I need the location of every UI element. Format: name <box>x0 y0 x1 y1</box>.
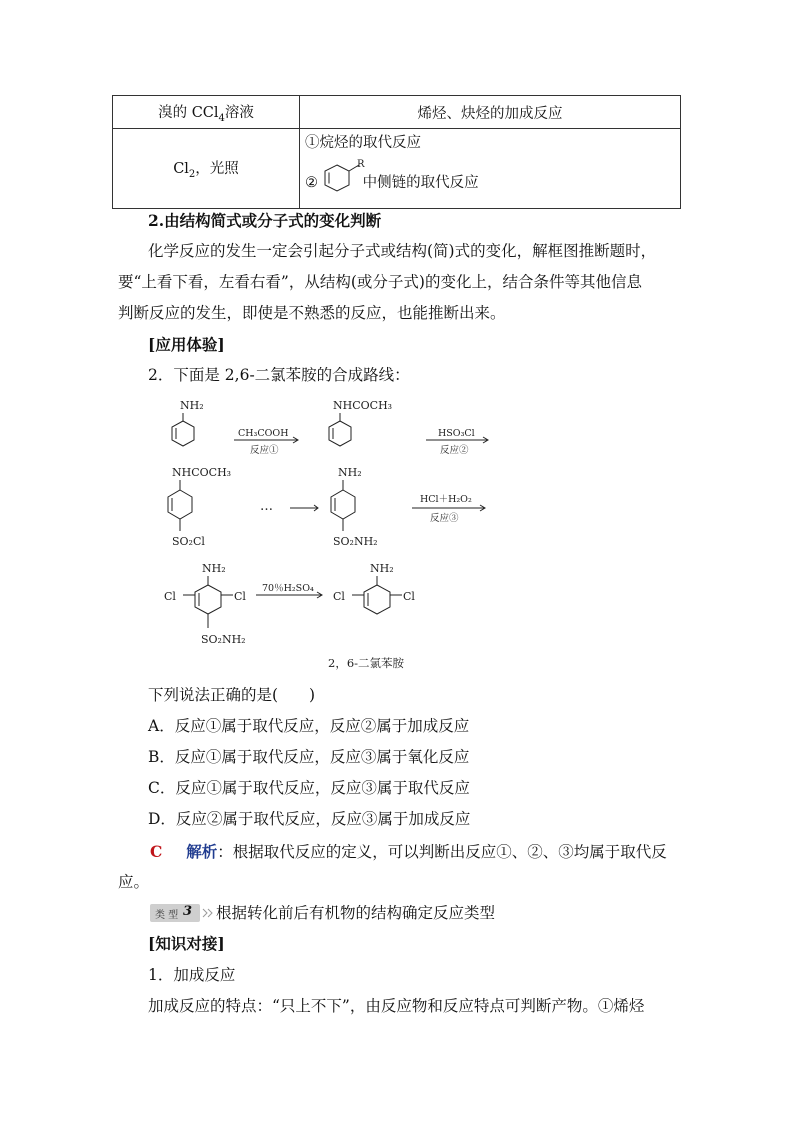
reaction-item-2-text: 中侧链的取代反应 <box>362 175 479 191</box>
reagent-label: HCl＋H₂O₂ <box>420 494 472 505</box>
badge-number: 3 <box>183 904 193 919</box>
arrow-unlabeled <box>290 505 318 511</box>
analysis-line-2: 应。 <box>118 873 150 891</box>
paragraph-line: 判断反应的发生，即使是不熟悉的反应，也能推断出来。 <box>118 304 506 322</box>
cl-label: Cl <box>403 590 415 603</box>
answer-letter: C <box>150 842 163 861</box>
type-heading: 根据转化前后有机物的结构确定反应类型 <box>216 904 496 922</box>
arrow-reaction-1 <box>234 428 298 456</box>
badge-label: 类 型 <box>155 910 179 921</box>
ellipsis: … <box>260 499 273 514</box>
chevron-right-icon <box>201 908 215 918</box>
nhcoch3-label: NHCOCH₃ <box>172 466 232 479</box>
paragraph-line: 化学反应的发生一定会引起分子式或结构(简)式的变化，解框图推断题时， <box>148 242 657 260</box>
so2nh2-label: SO₂NH₂ <box>201 633 246 646</box>
reagent-suffix: 溶液 <box>224 104 254 121</box>
cl-label: Cl <box>333 590 345 603</box>
analysis-text: ：根据取代反应的定义，可以判断出反应①、②、③均属于取代反 <box>217 843 667 861</box>
knowledge-paragraph: 加成反应的特点：“只上不下”，由反应物和反应特点可判断产物。①烯烃 <box>148 997 645 1015</box>
reagent-label: 70％H₂SO₄ <box>262 583 314 594</box>
reaction-label: 反应③ <box>430 513 459 524</box>
analysis-line <box>150 841 667 863</box>
reagent-subscript: 2 <box>188 168 196 180</box>
sulfonyl-chloride-structure <box>168 466 231 548</box>
reaction-label: 反应② <box>440 445 469 456</box>
nh2-label: NH₂ <box>180 399 204 412</box>
dichloroaniline-structure <box>333 562 415 614</box>
reagent-text: 溴的 CCl <box>158 104 219 121</box>
sulfanilamide-structure <box>331 466 378 548</box>
reagent-suffix: ，光照 <box>195 161 239 178</box>
section-heading: 2.由结构简式或分子式的变化判断 <box>148 211 382 230</box>
option-d[interactable]: D．反应②属于取代反应，反应③属于加成反应 <box>148 810 471 828</box>
nhcoch3-label: NHCOCH₃ <box>333 399 393 412</box>
product-name: 2，6-二氯苯胺 <box>328 656 405 670</box>
reagent-cell <box>113 96 300 129</box>
arrow-reaction-3 <box>412 494 485 524</box>
reaction-item-1: ①烷烃的取代反应 <box>305 135 421 151</box>
prompt-text: 下列说法正确的是( ) <box>148 686 316 704</box>
dichloro-sulfanilamide-structure <box>164 562 246 646</box>
reagent-label: CH₃COOH <box>238 428 289 439</box>
so2cl-label: SO₂Cl <box>172 535 205 548</box>
option-b[interactable]: B．反应①属于取代反应，反应③属于氧化反应 <box>148 748 470 766</box>
arrow-reaction-2 <box>426 428 488 456</box>
practice-label: [应用体验] <box>148 335 225 354</box>
paragraph-line: 要“上看下看，左看右看”，从结构(或分子式)的变化上，结合条件等其他信息 <box>118 273 642 291</box>
condition-table <box>112 95 681 209</box>
reaction-cell: 烯烃、炔烃的加成反应 <box>300 96 681 129</box>
circled-number: ② <box>305 175 318 191</box>
nh2-label: NH₂ <box>202 562 226 575</box>
table-row <box>113 129 681 209</box>
reagent-cell <box>113 129 300 209</box>
so2nh2-label: SO₂NH₂ <box>333 535 378 548</box>
knowledge-label: [知识对接] <box>148 934 225 953</box>
reagent-text: Cl <box>173 161 189 178</box>
type-badge <box>150 904 200 922</box>
aniline-structure <box>172 399 204 446</box>
nh2-label: NH₂ <box>338 466 362 479</box>
reaction-cell <box>300 129 681 209</box>
arrow-reaction-4 <box>256 583 322 598</box>
table-row <box>113 96 681 129</box>
option-a[interactable]: A．反应①属于取代反应，反应②属于加成反应 <box>148 717 470 735</box>
cl-label: Cl <box>164 590 176 603</box>
reagent-subscript: 4 <box>218 112 225 124</box>
analysis-label: 解析 <box>186 842 218 861</box>
knowledge-item: 1．加成反应 <box>148 966 236 984</box>
question-text: 2．下面是 2,6-二氯苯胺的合成路线： <box>148 366 410 384</box>
benzene-ring-icon <box>323 159 363 193</box>
reaction-label: 反应① <box>250 445 279 456</box>
nh2-label: NH₂ <box>370 562 394 575</box>
synthesis-scheme <box>150 395 510 675</box>
option-c[interactable]: C．反应①属于取代反应，反应③属于取代反应 <box>148 779 470 797</box>
r-group-label: R <box>356 159 365 170</box>
reagent-label: HSO₃Cl <box>438 428 475 439</box>
cl-label: Cl <box>234 590 246 603</box>
reaction-item-2 <box>305 159 479 193</box>
acetanilide-structure <box>329 399 392 446</box>
